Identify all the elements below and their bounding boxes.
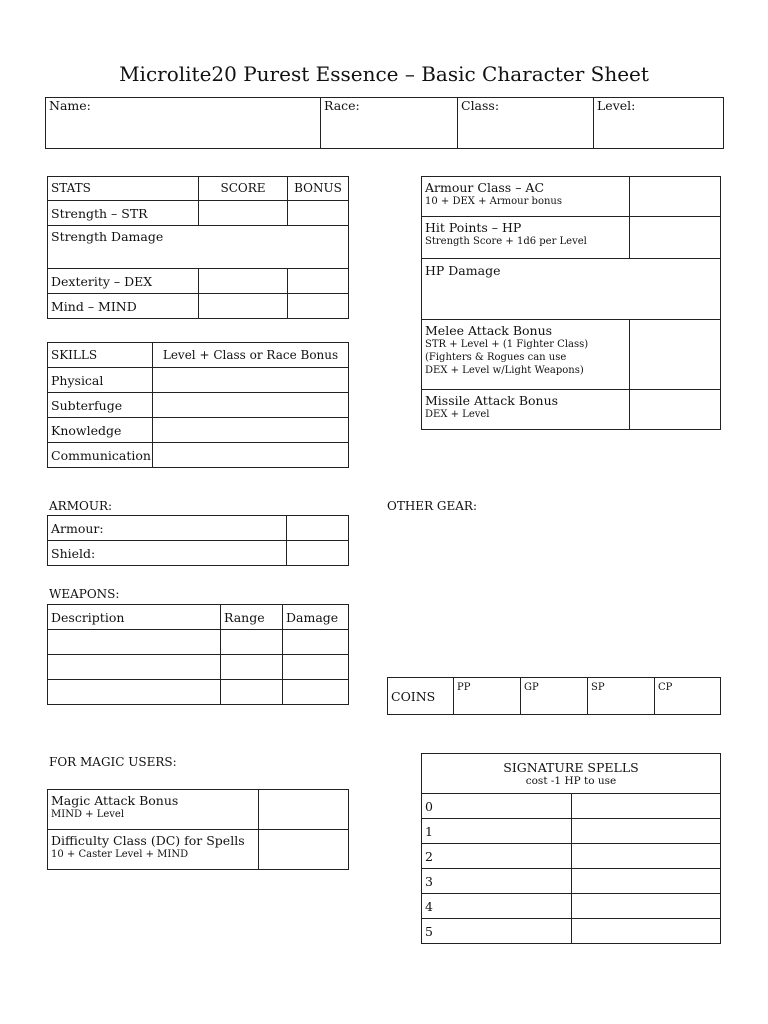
spell-row — [422, 919, 721, 944]
spell-level-label: 5 — [422, 919, 572, 944]
mind-bonus-field[interactable] — [288, 294, 349, 319]
spell-level-label: 0 — [422, 794, 572, 819]
weapon-description-field[interactable] — [48, 655, 221, 680]
stats-header: STATS — [48, 177, 199, 201]
magic-attack-value-field[interactable] — [259, 790, 349, 830]
skills-table — [47, 342, 349, 468]
skill-communication-label: Communication — [48, 443, 153, 468]
hp-damage-label: HP Damage — [425, 263, 501, 278]
pp-label: PP — [457, 682, 471, 693]
spell-row — [422, 819, 721, 844]
weapon-range-field[interactable] — [221, 630, 283, 655]
spell-row — [422, 844, 721, 869]
class-label: Class: — [461, 98, 500, 113]
weapon-damage-field[interactable] — [283, 680, 349, 705]
sp-field[interactable] — [588, 678, 655, 715]
name-field[interactable] — [46, 98, 321, 149]
pp-field[interactable] — [454, 678, 521, 715]
cp-field[interactable] — [655, 678, 721, 715]
spell-dc-value-field[interactable] — [259, 830, 349, 870]
weapon-row — [48, 680, 349, 705]
level-label: Level: — [597, 98, 636, 113]
hp-title: Hit Points – HP — [425, 220, 522, 235]
skill-knowledge-label: Knowledge — [48, 418, 153, 443]
magic-attack-cell — [48, 790, 259, 830]
melee-cell — [422, 320, 630, 390]
weapon-damage-field[interactable] — [283, 655, 349, 680]
melee-title: Melee Attack Bonus — [425, 323, 553, 338]
magic-section-label: FOR MAGIC USERS: — [49, 755, 177, 769]
dexterity-bonus-field[interactable] — [288, 269, 349, 294]
dexterity-score-field[interactable] — [199, 269, 288, 294]
race-field[interactable] — [321, 98, 458, 149]
armour-section-label: ARMOUR: — [49, 499, 113, 513]
spell-dc-title: Difficulty Class (DC) for Spells — [51, 833, 245, 848]
melee-formula-1: STR + Level + (1 Fighter Class) — [425, 339, 589, 350]
strength-label: Strength – STR — [48, 201, 199, 226]
spell-row — [422, 894, 721, 919]
skill-knowledge-field[interactable] — [153, 418, 349, 443]
skill-subterfuge-label: Subterfuge — [48, 393, 153, 418]
race-label: Race: — [324, 98, 360, 113]
ac-title: Armour Class – AC — [425, 180, 545, 195]
stats-table — [47, 176, 349, 319]
weapon-damage-field[interactable] — [283, 630, 349, 655]
other-gear-label: OTHER GEAR: — [387, 499, 478, 513]
coins-label: COINS — [388, 678, 454, 715]
spell-dc-cell — [48, 830, 259, 870]
weapon-damage-header: Damage — [283, 605, 349, 630]
spell-row — [422, 869, 721, 894]
strength-bonus-field[interactable] — [288, 201, 349, 226]
weapons-section-label: WEAPONS: — [49, 587, 120, 601]
missile-value-field[interactable] — [630, 390, 721, 430]
magic-table — [47, 789, 349, 870]
spell-field[interactable] — [571, 819, 721, 844]
spells-header — [422, 754, 721, 794]
hp-damage-field[interactable] — [422, 259, 721, 320]
skill-physical-field[interactable] — [153, 368, 349, 393]
spell-level-label: 3 — [422, 869, 572, 894]
sheet-title: Microlite20 Purest Essence – Basic Character Sheet — [119, 62, 649, 86]
shield-value-field[interactable] — [287, 541, 349, 566]
skill-communication-field[interactable] — [153, 443, 349, 468]
gp-label: GP — [524, 682, 539, 693]
spell-level-label: 1 — [422, 819, 572, 844]
mind-score-field[interactable] — [199, 294, 288, 319]
identity-table — [45, 97, 724, 149]
weapon-description-field[interactable] — [48, 680, 221, 705]
missile-title: Missile Attack Bonus — [425, 393, 559, 408]
dexterity-label: Dexterity – DEX — [48, 269, 199, 294]
skills-header: SKILLS — [48, 343, 153, 368]
hp-cell — [422, 217, 630, 259]
combat-table — [421, 176, 721, 430]
magic-attack-title: Magic Attack Bonus — [51, 793, 179, 808]
armour-label: Armour: — [48, 516, 287, 541]
weapon-row — [48, 630, 349, 655]
spell-dc-formula: 10 + Caster Level + MIND — [51, 849, 189, 860]
spell-field[interactable] — [571, 869, 721, 894]
armour-table — [47, 515, 349, 566]
mind-label: Mind – MIND — [48, 294, 199, 319]
weapon-description-field[interactable] — [48, 630, 221, 655]
ac-cell — [422, 177, 630, 217]
spell-level-label: 2 — [422, 844, 572, 869]
ac-value-field[interactable] — [630, 177, 721, 217]
weapon-description-header: Description — [48, 605, 221, 630]
class-field[interactable] — [458, 98, 594, 149]
strength-score-field[interactable] — [199, 201, 288, 226]
missile-cell — [422, 390, 630, 430]
melee-formula-3: DEX + Level w/Light Weapons) — [425, 365, 584, 376]
armour-value-field[interactable] — [287, 516, 349, 541]
hp-value-field[interactable] — [630, 217, 721, 259]
strength-damage-label: Strength Damage — [51, 229, 164, 244]
shield-label: Shield: — [48, 541, 287, 566]
melee-value-field[interactable] — [630, 320, 721, 390]
strength-damage-field[interactable] — [48, 226, 349, 269]
hp-formula: Strength Score + 1d6 per Level — [425, 236, 587, 247]
name-label: Name: — [49, 98, 91, 113]
spell-level-label: 4 — [422, 894, 572, 919]
sp-label: SP — [591, 682, 605, 693]
spells-title: SIGNATURE SPELLS — [503, 759, 639, 775]
ac-formula: 10 + DEX + Armour bonus — [425, 196, 562, 207]
skill-physical-label: Physical — [48, 368, 153, 393]
weapon-range-header: Range — [221, 605, 283, 630]
spells-table — [421, 753, 721, 944]
weapon-row — [48, 655, 349, 680]
weapons-table — [47, 604, 349, 705]
spell-field[interactable] — [571, 894, 721, 919]
spell-field[interactable] — [571, 794, 721, 819]
coins-table — [387, 677, 721, 715]
spells-cost: cost -1 HP to use — [525, 774, 617, 787]
weapon-range-field[interactable] — [221, 680, 283, 705]
spell-field[interactable] — [571, 919, 721, 944]
cp-label: CP — [658, 682, 673, 693]
missile-formula: DEX + Level — [425, 409, 490, 420]
level-field[interactable] — [594, 98, 724, 149]
spell-row — [422, 794, 721, 819]
skill-subterfuge-field[interactable] — [153, 393, 349, 418]
bonus-header: BONUS — [288, 177, 349, 201]
spell-field[interactable] — [571, 844, 721, 869]
gp-field[interactable] — [521, 678, 588, 715]
skills-bonus-header: Level + Class or Race Bonus — [153, 343, 349, 368]
weapon-range-field[interactable] — [221, 655, 283, 680]
magic-attack-formula: MIND + Level — [51, 809, 125, 820]
melee-formula-2: (Fighters & Rogues can use — [425, 352, 567, 363]
score-header: SCORE — [199, 177, 288, 201]
